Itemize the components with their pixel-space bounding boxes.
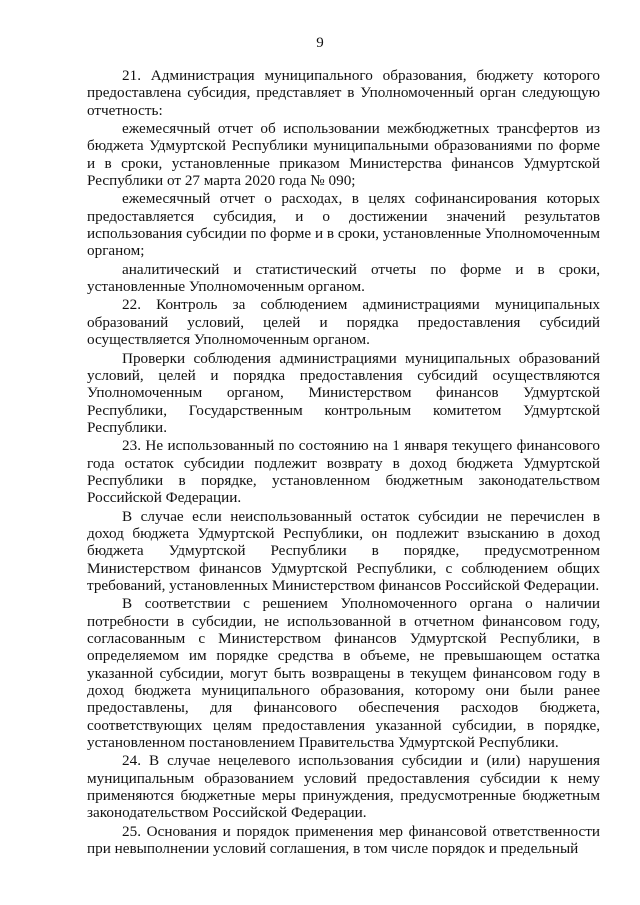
paragraph-inspections: Проверки соблюдения администрациями муниципальных образований условий, целей и порядка предоставления субсидий осуществляются Уполномоченным органом, Министерством финансов Удмуртской Республики, Государственным контрольным комитетом Удмуртской Республики.: [87, 349, 600, 436]
paragraph-21: 21. Администрация муниципального образования, бюджету которого предоставлена субсидия, представляет в Уполномоченный орган следующую отчетность:: [87, 67, 600, 119]
paragraph-analytic-reports: аналитический и статистический отчеты по форме и в сроки, установленные Уполномоченным органом.: [87, 260, 600, 296]
paragraph-23: 23. Не использованный по состоянию на 1 января текущего финансового года остаток субсидии подлежит возврату в доход бюджета Удмуртской Республики в порядке, установленном бюджетным законодательством Российской Федерации.: [87, 437, 600, 507]
page-number: 9: [316, 35, 324, 51]
paragraph-recovery: В случае если неиспользованный остаток субсидии не перечислен в доход бюджета Удмуртской Республики, он подлежит взысканию в доход бюджета Удмуртской Республики в порядке, предусмотренном Министерством финансов Удмуртской Республики, с соблюдением общих требований, установленных Министерством финансов Российской Федерации.: [87, 507, 600, 594]
paragraph-return-decision: В соответствии с решением Уполномоченного органа о наличии потребности в субсидии, не использованной в отчетном финансовом году, согласованным с Министерством финансов Удмуртской Республики, в определяемом им порядке средства в объеме, не превышающем остатка указанной субсидии, могут быть возвращены в текущем финансовом году в доход бюджета муниципального образования, которому они были ранее предоставлены, для финансового обеспечения расходов бюджета, соответствующих целям предоставления указанной субсидии, в порядке, установленном постановлением Правительства Удмуртской Республики.: [87, 595, 600, 752]
paragraph-monthly-expense-report: ежемесячный отчет о расходах, в целях софинансирования которых предоставляется субсидия, и о достижении значений результатов использования субсидии по форме и в сроки, установленные Уполномоченным органом;: [87, 190, 600, 260]
document-body: [87, 67, 600, 857]
paragraph-25: 25. Основания и порядок применения мер финансовой ответственности при невыполнении условий соглашения, в том числе порядок и предельный: [87, 822, 600, 858]
paragraph-24: 24. В случае нецелевого использования субсидии и (или) нарушения муниципальным образованием условий предоставления субсидии к нему применяются бюджетные меры принуждения, предусмотренные бюджетным законодательством Российской Федерации.: [87, 752, 600, 822]
paragraph-monthly-transfer-report: ежемесячный отчет об использовании межбюджетных трансфертов из бюджета Удмуртской Республики муниципальными образованиями по форме и в сроки, установленные приказом Министерства финансов Удмуртской Республики от 27 марта 2020 года № 090;: [87, 120, 600, 190]
paragraph-22: 22. Контроль за соблюдением администрациями муниципальных образований условий, целей и порядка предоставления субсидий осуществляется Уполномоченным органом.: [87, 296, 600, 349]
